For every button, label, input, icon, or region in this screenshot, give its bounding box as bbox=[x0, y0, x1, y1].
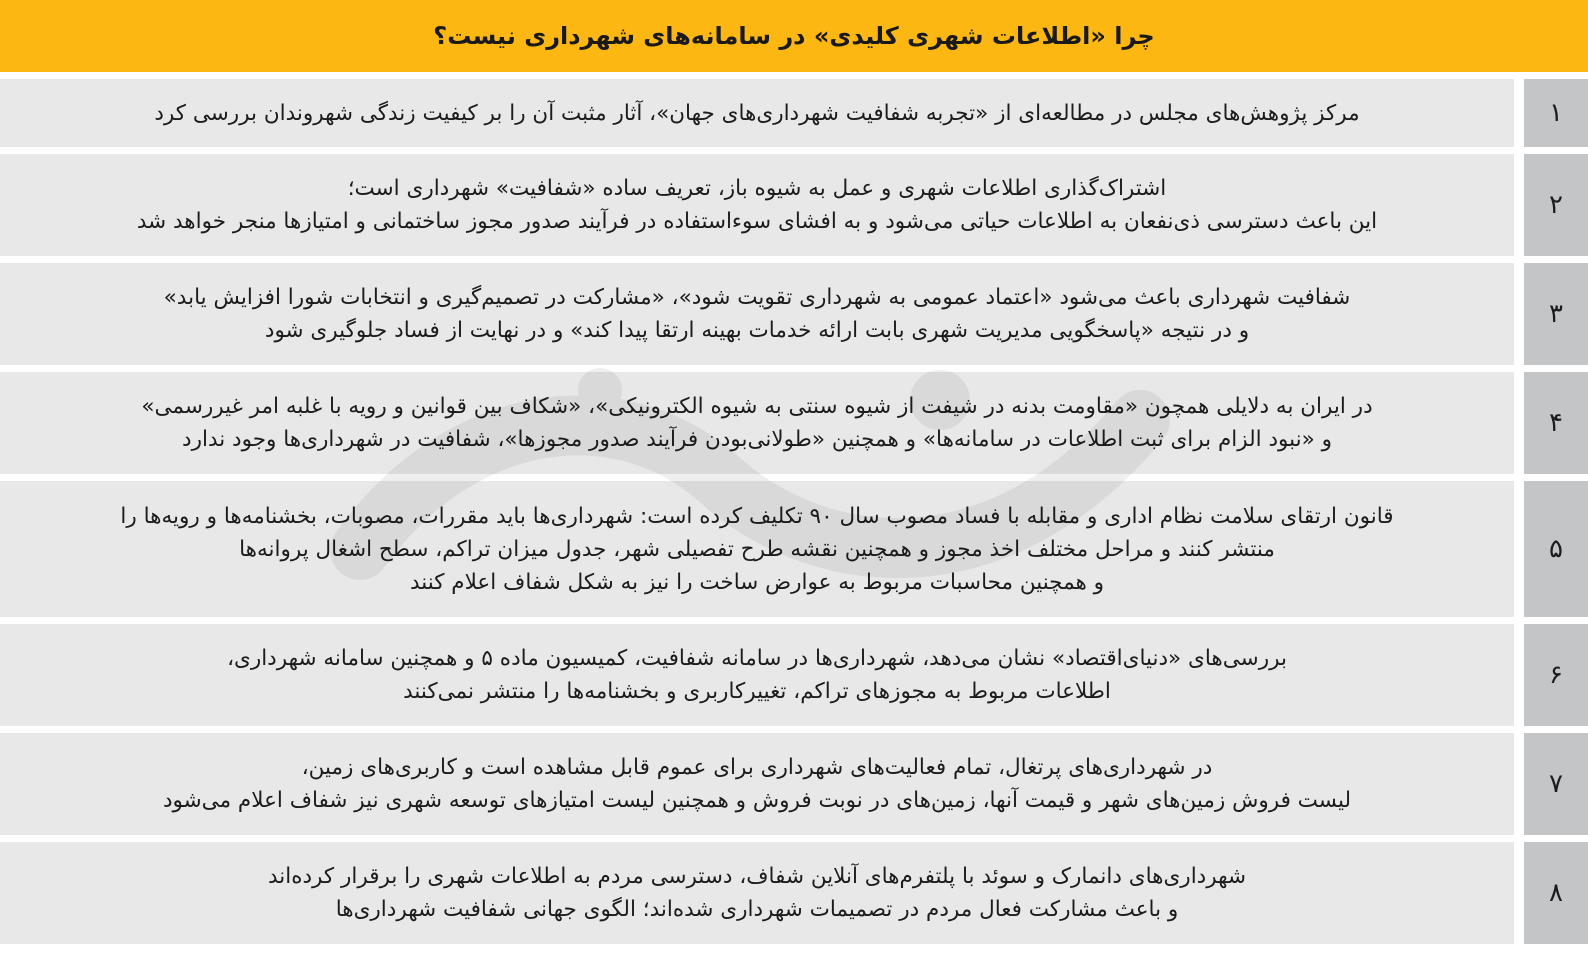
row-number: ۷ bbox=[1524, 733, 1588, 835]
row-text-line: شفافیت شهرداری باعث می‌شود «اعتماد عمومی به شهرداری تقویت شود»، «مشارکت در تصمیم‌گیری و انتخابات شورا افزایش یابد» bbox=[163, 285, 1351, 310]
row-text-cell bbox=[0, 154, 1514, 256]
row-text-line: لیست فروش زمین‌های شهر و قیمت آنها، زمین‌های در نوبت فروش و همچنین لیست امتیازهای توسعه شهری نیز شفاف اعلام می‌شود bbox=[162, 788, 1352, 813]
row-text-lines bbox=[14, 860, 1500, 926]
row-text-lines bbox=[14, 751, 1500, 817]
row-text-line: قانون ارتقای سلامت نظام اداری و مقابله با فساد مصوب سال ۹۰ تکلیف کرده است: شهرداری‌ها باید مقررات، مصوبات، بخشنامه‌ها و رویه‌ها را bbox=[120, 503, 1394, 529]
row-number: ۱ bbox=[1524, 79, 1588, 147]
row-text-lines bbox=[14, 390, 1500, 456]
row-text-line: در ایران به دلایلی همچون «مقاومت بدنه در شیفت از شیوه سنتی به شیوه الکترونیکی»، «شکاف بین قوانین و رویه با غلبه امر غیررسمی» bbox=[141, 394, 1373, 419]
row-number: ۶ bbox=[1524, 624, 1588, 726]
row-text-line: بررسی‌های «دنیای‌اقتصاد» نشان می‌دهد، شهرداری‌ها در سامانه شفافیت، کمیسیون ماده ۵ و همچنین سامانه شهرداری، bbox=[227, 646, 1287, 671]
row-text-cell bbox=[0, 624, 1514, 726]
row-number: ۴ bbox=[1524, 372, 1588, 474]
row-text-line: منتشر کنند و مراحل مختلف اخذ مجوز و همچنین نقشه طرح تفصیلی شهر، جدول میزان تراکم، سطح اشغال پروانه‌ها bbox=[239, 536, 1275, 562]
row-text-cell bbox=[0, 79, 1514, 147]
table-row bbox=[0, 372, 1588, 474]
row-text-lines bbox=[14, 642, 1500, 708]
row-text-lines bbox=[14, 500, 1500, 599]
row-text-line: این باعث دسترسی ذی‌نفعان به اطلاعات حیاتی می‌شود و به افشای سوءاستفاده در فرآیند صدور مجوز ساختمانی و امتیازها منجر خواهد شد bbox=[136, 209, 1378, 234]
table-row bbox=[0, 263, 1588, 365]
table-row bbox=[0, 733, 1588, 835]
row-number: ۳ bbox=[1524, 263, 1588, 365]
row-number: ۸ bbox=[1524, 842, 1588, 944]
row-text-cell bbox=[0, 842, 1514, 944]
table-row bbox=[0, 481, 1588, 617]
row-text-lines bbox=[14, 97, 1500, 130]
row-text-line: شهرداری‌های دانمارک و سوئد با پلتفرم‌های آنلاین شفاف، دسترسی مردم به اطلاعات شهری را برقرار کرده‌اند bbox=[267, 864, 1247, 889]
row-text-line: در شهرداری‌های پرتغال، تمام فعالیت‌های شهرداری برای عموم قابل مشاهده است و کاربری‌های زمین، bbox=[301, 755, 1213, 780]
row-text-line: و «نبود الزام برای ثبت اطلاعات در سامانه‌ها» و همچنین «طولانی‌بودن فرآیند صدور مجوزها»، شفافیت در شهرداری‌ها وجود ندارد bbox=[182, 427, 1332, 452]
table-row bbox=[0, 79, 1588, 147]
row-text-cell bbox=[0, 263, 1514, 365]
row-text-line: و باعث مشارکت فعال مردم در تصمیمات شهرداری شده‌اند؛ الگوی جهانی شفافیت شهرداری‌ها bbox=[335, 897, 1179, 922]
title-bar bbox=[0, 0, 1588, 72]
row-text-line: اشتراک‌گذاری اطلاعات شهری و عمل به شیوه باز، تعریف ساده «شفافیت» شهرداری است؛ bbox=[347, 176, 1167, 201]
table-row bbox=[0, 842, 1588, 944]
row-text-line: و همچنین محاسبات مربوط به عوارض ساخت را نیز به شکل شفاف اعلام کنند bbox=[409, 569, 1105, 595]
row-text-lines bbox=[14, 281, 1500, 347]
row-number: ۵ bbox=[1524, 481, 1588, 617]
row-text-lines bbox=[14, 172, 1500, 238]
table-row bbox=[0, 154, 1588, 256]
row-text-line: اطلاعات مربوط به مجوزهای تراکم، تغییرکاربری و بخشنامه‌ها را منتشر نمی‌کنند bbox=[403, 679, 1111, 704]
row-text-cell bbox=[0, 481, 1514, 617]
table-title: چرا «اطلاعات شهری کلیدی» در سامانه‌های شهرداری نیست؟ bbox=[433, 22, 1155, 50]
row-text-line: مرکز پژوهش‌های مجلس در مطالعه‌ای از «تجربه شفافیت شهرداری‌های جهان»، آثار مثبت آن را بر کیفیت زندگی شهروندان بررسی کرد bbox=[154, 100, 1360, 126]
row-text-cell bbox=[0, 733, 1514, 835]
row-text-cell bbox=[0, 372, 1514, 474]
row-text-line: و در نتیجه «پاسخگویی مدیریت شهری بابت ارائه خدمات بهینه ارتقا پیدا کند» و در نهایت از فساد جلوگیری شود bbox=[264, 318, 1250, 343]
row-number: ۲ bbox=[1524, 154, 1588, 256]
table-row bbox=[0, 624, 1588, 726]
